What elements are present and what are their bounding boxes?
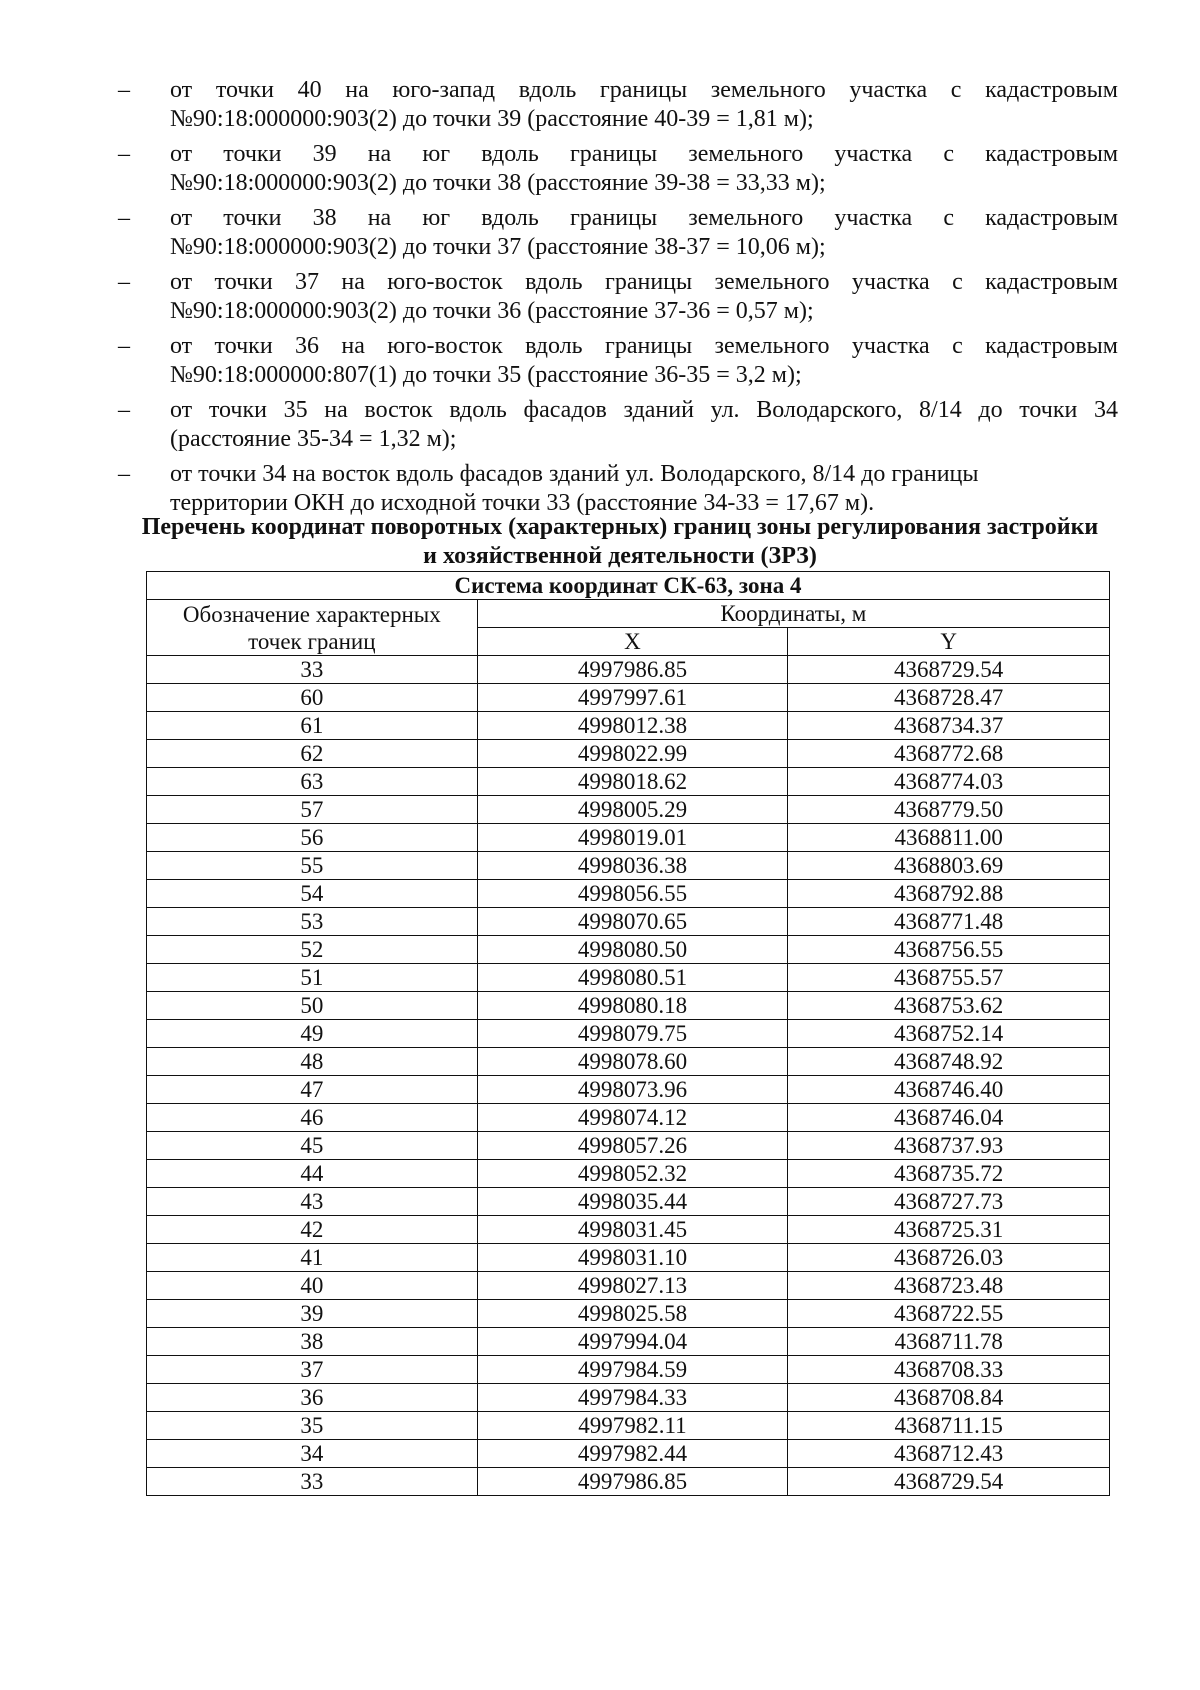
- x-cell: 4998036.38: [477, 852, 788, 880]
- table-row: [147, 964, 1110, 992]
- table-row: [147, 1188, 1110, 1216]
- y-cell: 4368711.78: [788, 1328, 1110, 1356]
- point-cell: 41: [147, 1244, 478, 1272]
- x-cell: 4997984.59: [477, 1356, 788, 1384]
- list-item-line: (расстояние 35-34 = 1,32 м);: [170, 426, 457, 452]
- table-row: [147, 796, 1110, 824]
- point-cell: 33: [147, 656, 478, 684]
- table-row: [147, 1412, 1110, 1440]
- y-cell: 4368752.14: [788, 1020, 1110, 1048]
- point-cell: 61: [147, 712, 478, 740]
- list-item: [118, 204, 1118, 262]
- point-cell: 34: [147, 1440, 478, 1468]
- list-item-line: №90:18:000000:903(2) до точки 38 (расстояние 39-38 = 33,33 м);: [170, 170, 826, 196]
- point-cell: 40: [147, 1272, 478, 1300]
- list-item-line: №90:18:000000:903(2) до точки 39 (расстояние 40-39 = 1,81 м);: [170, 106, 814, 132]
- y-cell: 4368771.48: [788, 908, 1110, 936]
- point-cell: 45: [147, 1132, 478, 1160]
- y-cell: 4368746.04: [788, 1104, 1110, 1132]
- y-cell: 4368811.00: [788, 824, 1110, 852]
- y-cell: 4368712.43: [788, 1440, 1110, 1468]
- list-item-line: №90:18:000000:903(2) до точки 36 (расстояние 37-36 = 0,57 м);: [170, 298, 814, 324]
- coordinates-column-header: Координаты, м: [477, 600, 1109, 628]
- x-cell: 4998078.60: [477, 1048, 788, 1076]
- table-row: [147, 1216, 1110, 1244]
- y-cell: 4368792.88: [788, 880, 1110, 908]
- list-item-line: от точки 34 на восток вдоль фасадов зданий ул. Володарского, 8/14 до границы: [170, 461, 979, 487]
- x-cell: 4998070.65: [477, 908, 788, 936]
- point-cell: 63: [147, 768, 478, 796]
- x-column-header: X: [477, 628, 788, 656]
- y-cell: 4368735.72: [788, 1160, 1110, 1188]
- point-cell: 48: [147, 1048, 478, 1076]
- point-cell: 37: [147, 1356, 478, 1384]
- table-row: [147, 936, 1110, 964]
- list-dash: –: [118, 461, 130, 487]
- point-cell: 43: [147, 1188, 478, 1216]
- list-item-line: территории ОКН до исходной точки 33 (расстояние 34-33 = 17,67 м).: [170, 490, 875, 516]
- point-column-header: [147, 600, 478, 656]
- point-cell: 50: [147, 992, 478, 1020]
- list-item: [118, 460, 1118, 518]
- table-row: [147, 1468, 1110, 1496]
- x-cell: 4998031.45: [477, 1216, 788, 1244]
- point-column-header-line: точек границ: [248, 628, 376, 654]
- x-cell: 4998073.96: [477, 1076, 788, 1104]
- list-item: [118, 332, 1118, 390]
- point-cell: 51: [147, 964, 478, 992]
- point-column-header-line: Обозначение характерных: [182, 601, 441, 627]
- point-cell: 46: [147, 1104, 478, 1132]
- table-row: [147, 992, 1110, 1020]
- point-cell: 54: [147, 880, 478, 908]
- x-cell: 4998079.75: [477, 1020, 788, 1048]
- point-cell: 49: [147, 1020, 478, 1048]
- x-cell: 4998025.58: [477, 1300, 788, 1328]
- y-cell: 4368725.31: [788, 1216, 1110, 1244]
- y-cell: 4368779.50: [788, 796, 1110, 824]
- x-cell: 4997994.04: [477, 1328, 788, 1356]
- point-cell: 35: [147, 1412, 478, 1440]
- x-cell: 4998080.18: [477, 992, 788, 1020]
- table-heading-line: Перечень координат поворотных (характерных) границ зоны регулирования застройки: [141, 514, 1099, 540]
- x-cell: 4998005.29: [477, 796, 788, 824]
- x-cell: 4998035.44: [477, 1188, 788, 1216]
- y-cell: 4368734.37: [788, 712, 1110, 740]
- table-row: [147, 740, 1110, 768]
- table-row: [147, 656, 1110, 684]
- y-cell: 4368803.69: [788, 852, 1110, 880]
- point-cell: 47: [147, 1076, 478, 1104]
- x-cell: 4997986.85: [477, 1468, 788, 1496]
- table-row: [147, 1160, 1110, 1188]
- table-row: [147, 1328, 1110, 1356]
- coordinates-table: [146, 571, 1110, 1496]
- y-cell: 4368722.55: [788, 1300, 1110, 1328]
- point-cell: 44: [147, 1160, 478, 1188]
- point-cell: 38: [147, 1328, 478, 1356]
- y-cell: 4368755.57: [788, 964, 1110, 992]
- list-item: [118, 76, 1118, 134]
- point-cell: 36: [147, 1384, 478, 1412]
- x-cell: 4998031.10: [477, 1244, 788, 1272]
- list-dash: –: [118, 333, 130, 359]
- point-cell: 42: [147, 1216, 478, 1244]
- list-item-line: №90:18:000000:903(2) до точки 37 (расстояние 38-37 = 10,06 м);: [170, 234, 826, 260]
- table-row: [147, 684, 1110, 712]
- y-cell: 4368746.40: [788, 1076, 1110, 1104]
- x-cell: 4998027.13: [477, 1272, 788, 1300]
- point-cell: 62: [147, 740, 478, 768]
- table-row: [147, 1048, 1110, 1076]
- table-heading-line: и хозяйственной деятельности (ЗРЗ): [423, 543, 817, 569]
- point-cell: 56: [147, 824, 478, 852]
- list-item: [118, 396, 1118, 454]
- coordinates-table-body: [147, 656, 1110, 1496]
- y-cell: 4368723.48: [788, 1272, 1110, 1300]
- table-row: [147, 1132, 1110, 1160]
- y-column-header: Y: [788, 628, 1110, 656]
- point-cell: 52: [147, 936, 478, 964]
- point-cell: 57: [147, 796, 478, 824]
- boundary-description-list: [118, 76, 1118, 524]
- y-cell: 4368708.84: [788, 1384, 1110, 1412]
- x-cell: 4997997.61: [477, 684, 788, 712]
- table-row: [147, 1020, 1110, 1048]
- point-cell: 55: [147, 852, 478, 880]
- x-cell: 4998080.50: [477, 936, 788, 964]
- table-row: [147, 1272, 1110, 1300]
- coordinate-system-header: Система координат СК-63, зона 4: [147, 572, 1110, 600]
- x-cell: 4997984.33: [477, 1384, 788, 1412]
- list-item: [118, 268, 1118, 326]
- point-cell: 33: [147, 1468, 478, 1496]
- x-cell: 4998018.62: [477, 768, 788, 796]
- table-row: [147, 1384, 1110, 1412]
- x-cell: 4998022.99: [477, 740, 788, 768]
- y-cell: 4368756.55: [788, 936, 1110, 964]
- y-cell: 4368772.68: [788, 740, 1110, 768]
- list-item: [118, 140, 1118, 198]
- table-heading: [130, 513, 1110, 571]
- y-cell: 4368753.62: [788, 992, 1110, 1020]
- table-row: [147, 1440, 1110, 1468]
- table-row: [147, 852, 1110, 880]
- x-cell: 4998080.51: [477, 964, 788, 992]
- y-cell: 4368726.03: [788, 1244, 1110, 1272]
- table-row: [147, 880, 1110, 908]
- table-row: [147, 1076, 1110, 1104]
- list-item-line: от точки 38 на юг вдоль границы земельного участка с кадастровым: [170, 205, 1118, 231]
- y-cell: 4368737.93: [788, 1132, 1110, 1160]
- x-cell: 4998057.26: [477, 1132, 788, 1160]
- y-cell: 4368708.33: [788, 1356, 1110, 1384]
- y-cell: 4368728.47: [788, 684, 1110, 712]
- point-cell: 39: [147, 1300, 478, 1328]
- x-cell: 4997982.11: [477, 1412, 788, 1440]
- y-cell: 4368774.03: [788, 768, 1110, 796]
- y-cell: 4368711.15: [788, 1412, 1110, 1440]
- y-cell: 4368727.73: [788, 1188, 1110, 1216]
- list-dash: –: [118, 205, 130, 231]
- x-cell: 4998012.38: [477, 712, 788, 740]
- list-dash: –: [118, 269, 130, 295]
- list-item-line: от точки 35 на восток вдоль фасадов зданий ул. Володарского, 8/14 до точки 34: [170, 397, 1118, 423]
- point-cell: 53: [147, 908, 478, 936]
- list-item-line: №90:18:000000:807(1) до точки 35 (расстояние 36-35 = 3,2 м);: [170, 362, 802, 388]
- table-row: [147, 908, 1110, 936]
- point-cell: 60: [147, 684, 478, 712]
- list-dash: –: [118, 141, 130, 167]
- x-cell: 4998019.01: [477, 824, 788, 852]
- x-cell: 4998056.55: [477, 880, 788, 908]
- table-row: [147, 712, 1110, 740]
- y-cell: 4368729.54: [788, 1468, 1110, 1496]
- list-dash: –: [118, 397, 130, 423]
- table-row: [147, 824, 1110, 852]
- table-row: [147, 1244, 1110, 1272]
- table-row: [147, 1356, 1110, 1384]
- table-row: [147, 1300, 1110, 1328]
- list-item-line: от точки 39 на юг вдоль границы земельного участка с кадастровым: [170, 141, 1118, 167]
- list-item-line: от точки 36 на юго-восток вдоль границы земельного участка с кадастровым: [170, 333, 1118, 359]
- x-cell: 4997982.44: [477, 1440, 788, 1468]
- y-cell: 4368729.54: [788, 656, 1110, 684]
- list-item-line: от точки 37 на юго-восток вдоль границы земельного участка с кадастровым: [170, 269, 1118, 295]
- table-row: [147, 768, 1110, 796]
- x-cell: 4997986.85: [477, 656, 788, 684]
- table-row: [147, 1104, 1110, 1132]
- y-cell: 4368748.92: [788, 1048, 1110, 1076]
- list-item-line: от точки 40 на юго-запад вдоль границы земельного участка с кадастровым: [170, 77, 1118, 103]
- list-dash: –: [118, 77, 130, 103]
- x-cell: 4998074.12: [477, 1104, 788, 1132]
- x-cell: 4998052.32: [477, 1160, 788, 1188]
